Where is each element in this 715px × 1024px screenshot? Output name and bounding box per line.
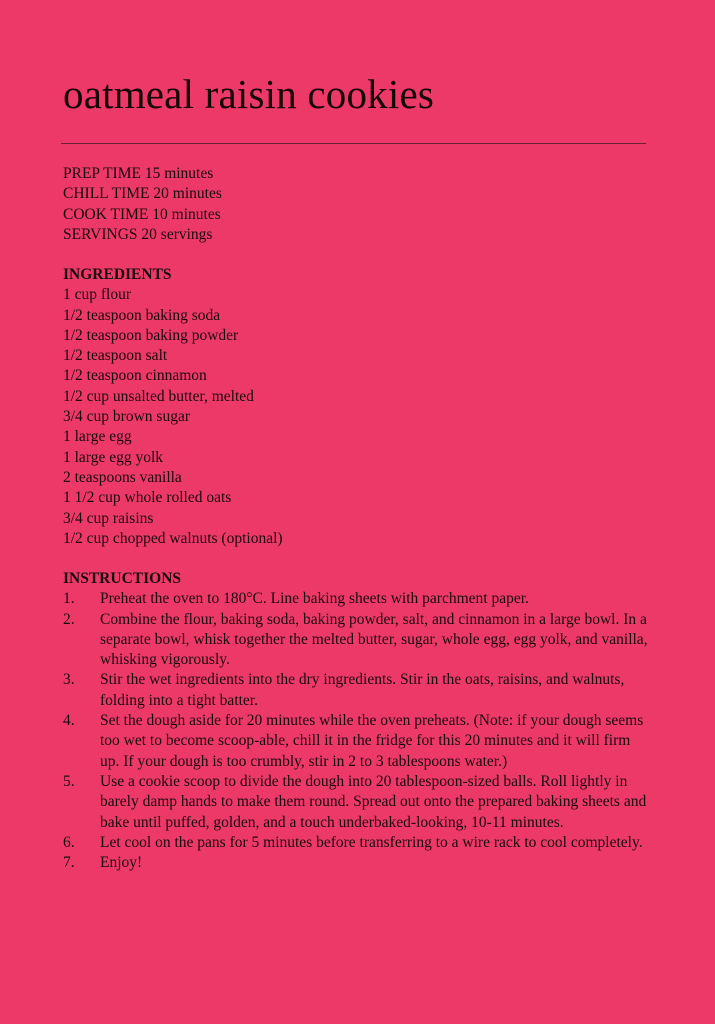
- instruction-step: [63, 853, 653, 873]
- ingredient-item: 1/2 teaspoon cinnamon: [63, 367, 207, 385]
- instruction-step: [63, 589, 653, 609]
- ingredient-item: 1 large egg yolk: [63, 448, 164, 466]
- ingredient-item: 1/2 teaspoon baking powder: [63, 326, 239, 344]
- prep-time: PREP TIME 15 minutes: [63, 165, 214, 182]
- ingredient-item: 3/4 cup raisins: [63, 509, 154, 527]
- step-number: 1.: [63, 590, 75, 608]
- step-text: Enjoy!: [100, 854, 143, 872]
- step-text: Preheat the oven to 180°C. Line baking sheets with parchment paper.: [100, 590, 529, 608]
- ingredients-list: [63, 285, 283, 549]
- step-number: 5.: [63, 772, 75, 790]
- servings: SERVINGS 20 servings: [63, 225, 213, 243]
- ingredient-item: 3/4 cup brown sugar: [63, 408, 190, 426]
- ingredient-item: 1/2 teaspoon baking soda: [63, 306, 221, 324]
- ingredient-item: 1/2 teaspoon salt: [63, 347, 168, 365]
- step-number: 3.: [63, 671, 75, 689]
- instructions-section: [63, 569, 653, 873]
- step-text: Use a cookie scoop to divide the dough into 20 tablespoon-sized balls. Roll lightly in barely damp hands to make them round. Spread out onto the prepared baking sheets and bake until puffed, golden, and a touch underbaked-looking, 10-11 minutes.: [100, 772, 647, 831]
- ingredient-item: 1/2 cup chopped walnuts (optional): [63, 529, 283, 547]
- step-number: 7.: [63, 854, 75, 872]
- step-number: 2.: [63, 610, 75, 628]
- instructions-list: [63, 589, 653, 873]
- cook-time: COOK TIME 10 minutes: [63, 205, 221, 223]
- ingredients-heading: INGREDIENTS: [63, 266, 172, 283]
- recipe-meta: [63, 164, 222, 245]
- instruction-step: [63, 711, 653, 772]
- instruction-step: [63, 610, 653, 671]
- instructions-heading: INSTRUCTIONS: [63, 570, 182, 587]
- step-number: 6.: [63, 833, 75, 851]
- step-text: Combine the flour, baking soda, baking powder, salt, and cinnamon in a large bowl. In a separate bowl, whisk together the melted butter, sugar, whole egg, egg yolk, and vanilla, whisking vigorously.: [100, 610, 648, 669]
- instruction-step: [63, 772, 653, 833]
- instruction-step: [63, 833, 653, 853]
- step-text: Set the dough aside for 20 minutes while the oven preheats. (Note: if your dough seems too wet to become scoop-able, chill it in the fridge for this 20 minutes and it will firm up. If your dough is too crumbly, stir in 2 to 3 tablespoons water.): [100, 712, 644, 770]
- ingredient-item: 1/2 cup unsalted butter, melted: [63, 387, 254, 405]
- ingredient-item: 1 cup flour: [63, 286, 132, 304]
- title-divider: [61, 143, 646, 144]
- step-number: 4.: [63, 712, 75, 730]
- step-text: Stir the wet ingredients into the dry ingredients. Stir in the oats, raisins, and walnuts, folding into a tight batter.: [100, 671, 625, 709]
- ingredient-item: 2 teaspoons vanilla: [63, 468, 182, 486]
- instruction-step: [63, 670, 653, 711]
- ingredient-item: 1 1/2 cup whole rolled oats: [63, 489, 232, 507]
- page-title: oatmeal raisin cookies: [63, 71, 434, 117]
- ingredient-item: 1 large egg: [63, 428, 132, 446]
- chill-time: CHILL TIME 20 minutes: [63, 185, 222, 203]
- ingredients-section: [63, 265, 283, 549]
- step-text: Let cool on the pans for 5 minutes before transferring to a wire rack to cool completely.: [100, 833, 643, 851]
